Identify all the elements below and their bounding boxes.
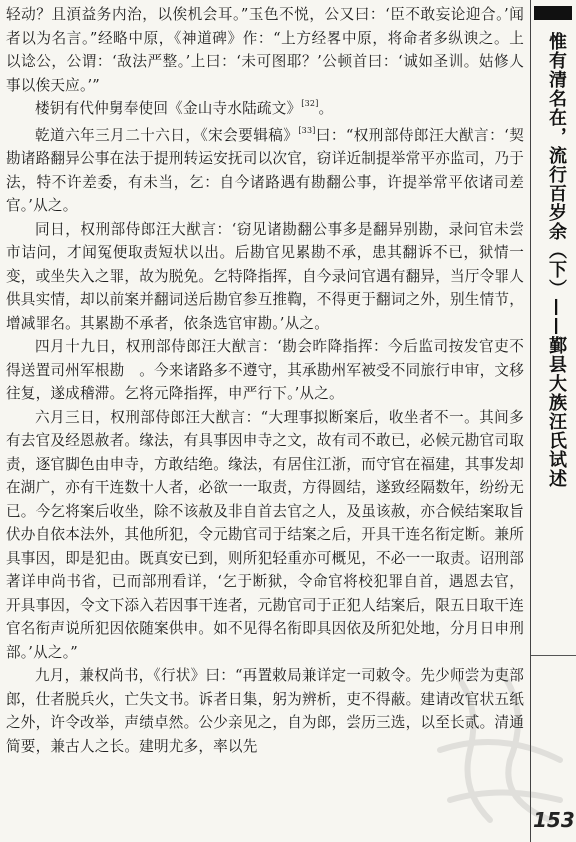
paragraph-7-text: 九月，兼权尚书，《行状》曰：“再置敕局兼详定一司敕令。先少师尝为吏部郎，仕者脱兵火，亡失文书。诉者日集，躬为辨析，吏不得蔽。建请改官状五纸之外，许令改举，声绩卓然。公少亲见之，自为郎，尝历三选，以至长贰。清通简要，兼古人之长。建明尤多，率以先 [6,667,524,755]
paragraph-2 [6,97,524,121]
footnote-ref-32[interactable]: [32] [301,99,319,108]
main-text [6,3,524,758]
paragraph-2-after: 。 [318,100,334,117]
paragraph-4-text: 同日，权刑部侍郎汪大猷言：‘窃见诸勘翻公事多是翻异别勘，录问官未尝市诘问，才闻冤便取责短状以出。后勘官见累勘不承，患其翻诉不已，狱情一变，或坐失入之罪，故为脱免。乞特降指挥，自今录问官遇有翻异，当厅令罪人供具实情，却以前案并翻词送后勘官参互推鞫，不得更于翻词之外，别生情节，增减罪名。其累勘不承者，依条选官审勘。’从之。 [6,220,524,332]
paragraph-1-text: 轻动？且湏益务内治，以俟机会耳。”玉色不悦，公又曰：‘臣不敢妄论迎合。’闻者以为名言。”经略中原，《神道碑》作：“上方经畧中原，将命者多纵谀之。上以谂公，公谓：‘敌法严整。’上曰：‘未可图耶？’公顿首曰：‘诚如圣训。姑修人事以俟天应。’” [6,6,524,94]
paragraph-4 [6,218,524,336]
paragraph-7 [6,664,524,758]
paragraph-6 [6,406,524,665]
paragraph-3 [6,124,524,218]
header-marker-block [534,6,572,20]
paragraph-5 [6,335,524,406]
paragraph-2-text: 楼钥有代仲舅奉使回《金山寺水陆疏文》 [35,100,302,117]
footnote-ref-33[interactable]: [33] [298,125,316,135]
paragraph-3-text: 乾道六年三月二十六日，《宋会要辑稿》 [35,126,299,144]
paragraph-6-text: 六月三日，权刑部侍郎汪大猷言：“大理事拟断案后，收坐者不一。其间多有去官及经恩赦者。缘法，有具事因申寺之文，故有司不敢已，必候元勘官司取责，逐官脚色由申寺，方敢结绝。缘法，有居住江浙，而守官在福建，其事发却在湖广，亦有干连数十人者，必欲一一取责，方得圆结，遂致经隔数年，纷纷无已。今乞将案后收坐，除不该赦及非自首去官之人，及虽该赦，亦合候结案取旨伏办自依本法外，其他所犯，令元勘官司于结案之后，开具干连名衔定断。兼所具事因，即是犯由。既真安已到，则所犯轻重亦可概见，不必一一取责。诏刑部著详申尚书省，已而部刑看详，‘乞于断狱，令命官将校犯罪自首，遇恩去官，开具事因，令文下添入若因事干连者，元勘官司于正犯人结案后，限五日取干连官名衔声说所犯因依随案供申。如不见得名衔即具因依及所犯处地，分月日申刑部。’从之。” [6,408,524,661]
page-number: 153 [533,808,575,832]
paragraph-1 [6,3,524,97]
running-header-sidebar [530,0,576,842]
sidebar-divider [531,655,576,656]
running-title: 惟有清名在，流行百岁余（下）——鄞县大族汪氏试述 [546,32,567,488]
paragraph-5-text: 四月十九日，权刑部侍郎汪大猷言：‘勘会昨降指挥：今后监司按发官吏不得送置司州军根勘 。今来诸路多不遵守，其承勘州军被受不同旅行申审，文移往复，遂成稽滞。乞将元降指挥，申严行下。’从之。 [6,338,524,402]
paragraph-3-after: 曰：“权刑部侍郎汪大猷言：‘契勘诸路翻异公事在法于提刑转运安抚司以次官，窃详近制提举常平亦监司，乃于法，特不许差委，有未当，乞：自今诸路遇有勘翻公事，许提举常平依诸司差官。’从之。 [6,126,524,214]
